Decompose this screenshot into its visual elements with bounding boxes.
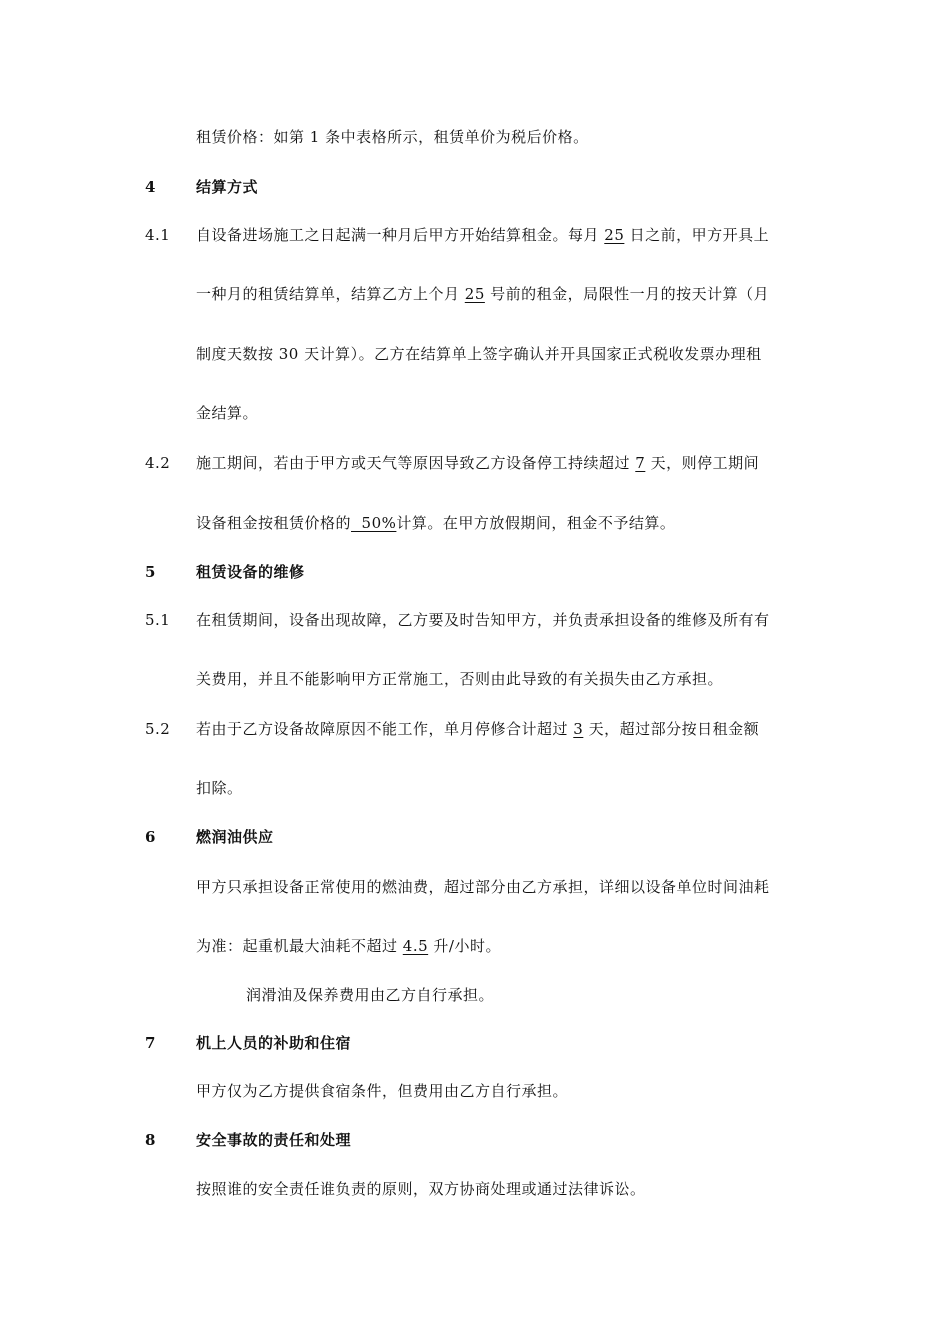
text-run: 若由于乙方设备故障原因不能工作，单月停修合计超过: [196, 720, 574, 738]
text-run: 一种月的租赁结算单，结算乙方上个月: [196, 285, 465, 303]
section-title: 燃润油供应: [196, 828, 274, 846]
clause-text-line: 金结算。: [196, 404, 259, 422]
text-run: 计算。在甲方放假期间，租金不予结算。: [396, 514, 676, 532]
section-title: 租赁设备的维修: [196, 563, 305, 581]
clause-text-line: [196, 284, 769, 304]
clause-number: 4.2: [145, 454, 171, 472]
clause-text-line: [196, 225, 769, 245]
section-number: 4: [145, 178, 156, 196]
clause-text-line: [196, 513, 675, 533]
clause-text-line: 按照谁的安全责任谁负责的原则，双方协商处理或通过法律诉讼。: [196, 1180, 646, 1198]
text-run: 天，超过部分按日租金额: [583, 720, 760, 738]
section-title: 结算方式: [196, 178, 259, 196]
clause-number: 5.2: [145, 720, 171, 738]
text-run: 为准：起重机最大油耗不超过: [196, 937, 403, 955]
section-number: 6: [145, 828, 156, 846]
underlined-value: 3: [573, 720, 584, 738]
text-run: 号前的租金，局限性一月的按天计算（月: [484, 285, 770, 303]
text-run: 施工期间，若由于甲方或天气等原因导致乙方设备停工持续超过: [196, 454, 636, 472]
clause-text-line: 在租赁期间，设备出现故障，乙方要及时告知甲方，并负责承担设备的维修及所有有: [196, 611, 770, 629]
clause-text-line: 关费用，并且不能影响甲方正常施工，否则由此导致的有关损失由乙方承担。: [196, 670, 724, 688]
clause-number: 4.1: [145, 226, 171, 244]
section-number: 8: [145, 1131, 156, 1149]
underlined-value: 7: [635, 454, 646, 472]
underlined-value: 25: [464, 285, 485, 303]
clause-text-line: 润滑油及保养费用由乙方自行承担。: [246, 986, 495, 1004]
text-run: 升/小时。: [428, 937, 501, 955]
clause-text-line: 扣除。: [196, 779, 243, 797]
text-run: 设备租金按租赁价格的: [196, 514, 352, 532]
clause-text-line: [196, 936, 501, 956]
underlined-value: 4.5: [402, 937, 429, 955]
section-number: 5: [145, 563, 156, 581]
clause-text-line: 甲方仅为乙方提供食宿条件，但费用由乙方自行承担。: [196, 1082, 569, 1100]
clause-text-line: [196, 719, 759, 739]
rental-price-line: 租赁价格：如第 1 条中表格所示，租赁单价为税后价格。: [196, 128, 589, 146]
clause-text-line: 制度天数按 30 天计算）。乙方在结算单上签字确认并开具国家正式税收发票办理租: [196, 345, 762, 363]
section-title: 安全事故的责任和处理: [196, 1131, 352, 1149]
underlined-value: 50%: [351, 514, 397, 532]
clause-text-line: 甲方只承担设备正常使用的燃油费，超过部分由乙方承担，详细以设备单位时间油耗: [196, 878, 770, 896]
text-run: 日之前，甲方开具上: [624, 226, 770, 244]
clause-number: 5.1: [145, 611, 171, 629]
text-run: 天，则停工期间: [645, 454, 760, 472]
underlined-value: 25: [604, 226, 625, 244]
section-number: 7: [145, 1034, 156, 1052]
clause-text-line: [196, 453, 759, 473]
section-title: 机上人员的补助和住宿: [196, 1034, 352, 1052]
text-run: 自设备进场施工之日起满一种月后甲方开始结算租金。每月: [196, 226, 605, 244]
